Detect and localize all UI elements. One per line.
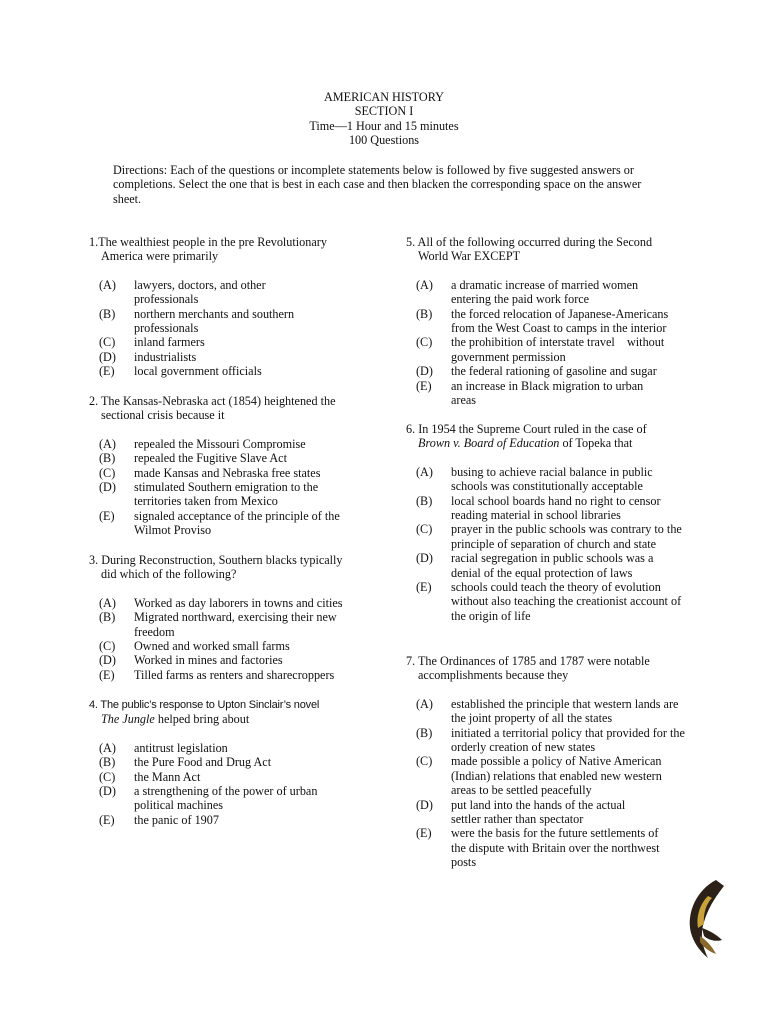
stem-line: 5. All of the following occurred during the Second [406,235,653,249]
option-list [89,278,369,379]
question-stem [89,697,369,727]
question-3 [89,553,369,682]
option-letter: (B) [99,755,116,770]
question-2 [89,394,369,538]
stem-line: 7. The Ordinances of 1785 and 1787 were notable [406,654,650,668]
option-text: the forced relocation of Japanese-Americans from the West Coast to camps in the interior [451,306,669,336]
option-letter: (D) [99,784,116,799]
option-list [89,741,369,827]
option-letter: (C) [99,465,116,480]
option-text: made possible a policy of Native American (Indian) relations that enabled new western areas to be settled peacefully [451,754,662,798]
option-text: the federal rationing of gasoline and sugar [451,364,657,379]
exam-header [0,90,768,148]
book-title: The Jungle [101,712,155,727]
option-b [89,451,369,465]
option-letter: (C) [416,754,433,769]
option-b [89,307,369,336]
option-list [406,278,686,408]
option-text: inland farmers [134,335,205,350]
stem-line: of Topeka that [559,436,633,451]
option-c [406,522,686,551]
question-count: 100 Questions [348,133,420,148]
option-a [406,278,686,307]
option-letter: (A) [99,436,116,451]
question-1 [89,235,369,379]
question-stem [89,394,369,423]
stem-line: 3. During Reconstruction, Southern blacks typically [89,553,343,567]
directions-text: Directions: Each of the questions or incomplete statements below is followed by five suggested answers or completions. Select the one that is best in each case and then blacken the corresponding space on the answer sheet. [113,163,642,206]
option-a [89,741,369,755]
option-text: racial segregation in public schools was a denial of the equal protection of laws [451,551,654,580]
option-list [406,465,686,623]
option-list [406,697,686,870]
option-d [406,798,686,827]
option-text: the Mann Act [134,769,201,784]
option-d [406,551,686,580]
option-letter: (B) [416,725,433,740]
stem-line: sectional crisis because it [101,408,225,423]
question-7 [406,654,686,870]
option-letter: (A) [99,277,116,292]
option-letter: (A) [416,464,433,479]
option-text: repealed the Missouri Compromise [134,436,306,451]
question-stem [89,235,369,264]
option-b [406,307,686,336]
option-c [89,466,369,480]
option-text: lawyers, doctors, and other professionals [134,277,266,307]
option-text: were the basis for the future settlements of the dispute with Britain over the northwest posts [451,826,660,870]
question-4 [89,697,369,827]
option-e [89,364,369,378]
stem-line: accomplishments because they [418,668,569,683]
option-b [406,494,686,523]
stem-line: 6. In 1954 the Supreme Court ruled in the case of [406,422,647,436]
option-a [406,465,686,494]
stem-line: helped bring about [154,712,250,727]
option-letter: (A) [99,740,116,755]
option-text: the prohibition of interstate travel without government permission [451,335,665,364]
case-name: Brown v. Board of Education [418,436,560,451]
option-text: antitrust legislation [134,740,228,755]
exam-title: AMERICAN HISTORY [324,90,444,104]
option-e [89,509,369,538]
option-text: made Kansas and Nebraska free states [134,465,321,480]
option-letter: (D) [416,797,433,812]
option-text: put land into the hands of the actual settler rather than spectator [451,797,626,827]
option-letter: (B) [416,493,433,508]
option-text: industrialists [134,349,197,364]
option-letter: (D) [99,653,116,668]
question-6 [406,422,686,623]
option-d [89,350,369,364]
stem-line: 4. The public’s response to Upton Sinclair’s novel [89,699,320,711]
question-stem [89,553,369,582]
option-letter: (D) [416,364,433,379]
option-text: busing to achieve racial balance in public schools was constitutionally acceptable [451,464,653,494]
option-text: northern merchants and southern professionals [134,306,295,336]
option-text: local school boards hand no right to censor reading material in school libraries [451,493,661,523]
option-text: signaled acceptance of the principle of the Wilmot Proviso [134,508,340,538]
option-e [89,668,369,682]
option-b [406,726,686,755]
option-letter: (C) [416,335,433,350]
option-e [406,826,686,869]
option-letter: (B) [416,306,433,321]
section-label: SECTION I [354,104,414,119]
option-text: Worked in mines and factories [134,653,283,668]
option-letter: (E) [99,812,115,827]
option-c [89,335,369,349]
option-letter: (B) [99,306,116,321]
option-a [406,697,686,726]
option-letter: (E) [99,667,115,682]
option-e [406,379,686,408]
option-letter: (C) [99,769,116,784]
option-text: the Pure Food and Drug Act [134,755,272,770]
option-e [406,580,686,623]
option-d [89,480,369,509]
option-text: an increase in Black migration to urban areas [451,378,644,408]
question-stem [406,235,686,264]
stem-line: 1.The wealthiest people in the pre Revolutionary [89,235,327,249]
option-e [89,813,369,827]
option-letter: (A) [416,277,433,292]
option-b [89,755,369,769]
option-c [406,335,686,364]
option-letter: (E) [99,364,115,379]
stem-line: did which of the following? [101,567,237,582]
option-d [89,653,369,667]
option-d [89,784,369,813]
question-stem [406,422,686,451]
option-letter: (C) [416,522,433,537]
option-text: a strengthening of the power of urban political machines [134,784,318,813]
option-letter: (B) [99,610,116,625]
option-d [406,364,686,378]
option-list [89,596,369,682]
option-text: schools could teach the theory of evolution without also teaching the creationist account of the origin of life [451,580,682,623]
option-a [89,437,369,451]
option-letter: (D) [416,551,433,566]
stem-line: World War EXCEPT [418,249,521,264]
option-letter: (E) [416,580,432,595]
option-c [89,639,369,653]
option-text: the panic of 1907 [134,812,219,827]
option-text: established the principle that western lands are the joint property of all the states [451,696,679,726]
option-letter: (E) [416,826,432,841]
option-text: Migrated northward, exercising their new freedom [134,610,337,639]
option-text: stimulated Southern emigration to the territories taken from Mexico [134,480,319,509]
question-stem [406,654,686,683]
option-letter: (E) [416,378,432,393]
option-text: Owned and worked small farms [134,639,290,654]
question-5 [406,235,686,407]
option-letter: (C) [99,335,116,350]
option-letter: (A) [99,595,116,610]
option-letter: (D) [99,480,116,495]
option-text: a dramatic increase of married women entering the paid work force [451,277,639,307]
option-text: local government officials [134,364,262,379]
option-list [89,437,369,538]
option-c [89,770,369,784]
option-letter: (C) [99,639,116,654]
option-c [406,754,686,797]
option-a [89,278,369,307]
stem-line: America were primarily [101,249,219,264]
option-text: prayer in the public schools was contrary to the principle of separation of church and state [451,522,682,551]
option-letter: (B) [99,451,116,466]
option-letter: (A) [416,696,433,711]
option-b [89,610,369,639]
stem-line: 2. The Kansas-Nebraska act (1854) heightened the [89,394,336,408]
option-letter: (E) [99,508,115,523]
option-text: Worked as day laborers in towns and cities [134,595,343,610]
option-text: repealed the Fugitive Slave Act [134,451,287,466]
option-text: Tilled farms as renters and sharecroppers [134,667,335,682]
option-text: initiated a territorial policy that provided for the orderly creation of new states [451,725,685,755]
time-limit: Time—1 Hour and 15 minutes [309,118,459,133]
quill-logo-icon [686,878,726,960]
option-a [89,596,369,610]
option-letter: (D) [99,349,116,364]
